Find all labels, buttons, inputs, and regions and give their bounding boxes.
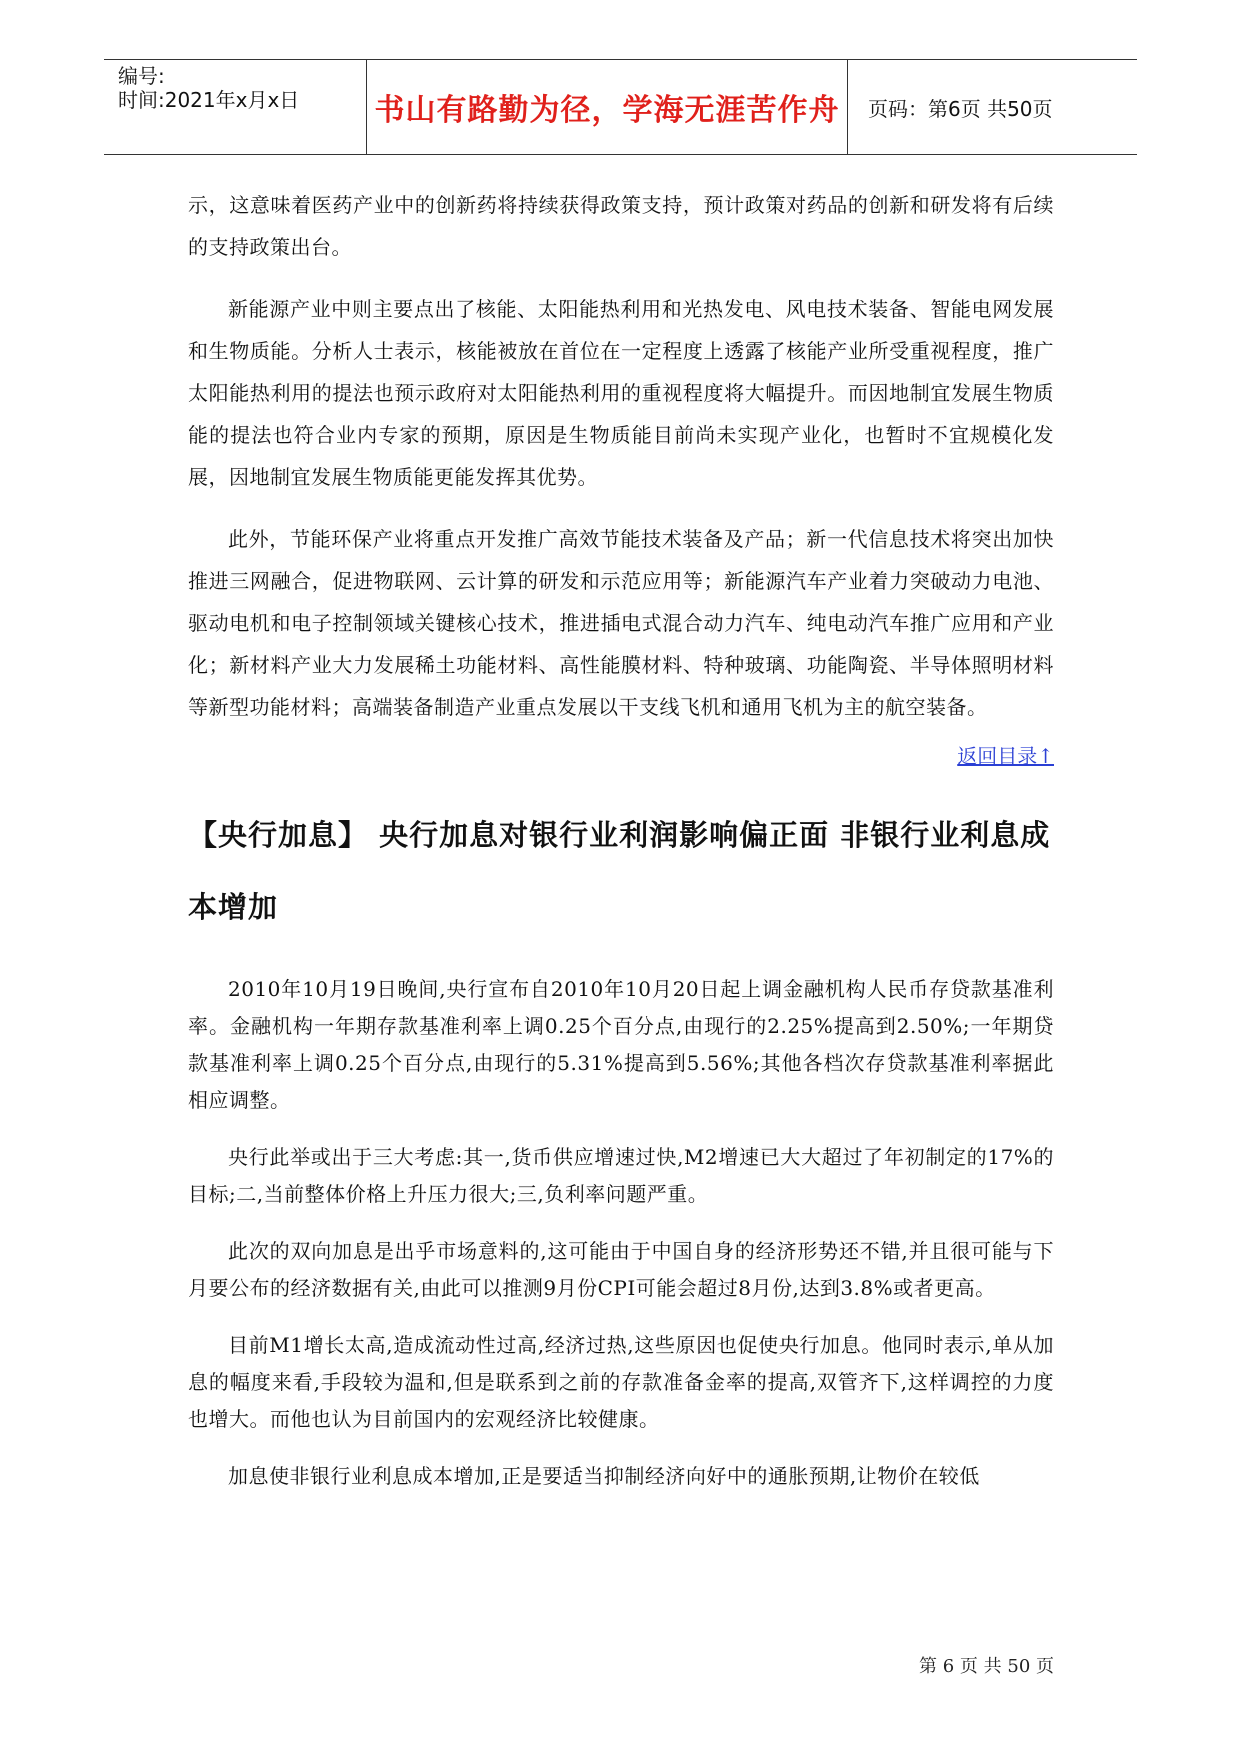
body-paragraph: 新能源产业中则主要点出了核能、太阳能热利用和光热发电、风电技术装备、智能电网发展和生物质能。分析人士表示，核能被放在首位在一定程度上透露了核能产业所受重视程度，推广太阳能热利用的提法也预示政府对太阳能热利用的重视程度将大幅提升。而因地制宜发展生物质能的提法也符合业内专家的预期，原因是生物质能目前尚未实现产业化，也暂时不宜规模化发展，因地制宜发展生物质能更能发挥其优势。 bbox=[188, 297, 1054, 489]
body-paragraph: 示，这意味着医药产业中的创新药将持续获得政策支持，预计政策对药品的创新和研发将有后续的支持政策出台。 bbox=[188, 193, 1054, 259]
page-header bbox=[104, 59, 1137, 155]
back-to-toc-link[interactable]: 返回目录↑ bbox=[957, 744, 1054, 768]
body-paragraph: 目前M1增长太高,造成流动性过高,经济过热,这些原因也促使央行加息。他同时表示,单从加息的幅度来看,手段较为温和,但是联系到之前的存款准备金率的提高,双管齐下,这样调控的力度也增大。而他也认为目前国内的宏观经济比较健康。 bbox=[188, 1333, 1054, 1431]
document-time-label: 时间:2021年x月x日 bbox=[118, 88, 300, 112]
body-paragraph: 此外，节能环保产业将重点开发推广高效节能技术装备及产品；新一代信息技术将突出加快推进三网融合，促进物联网、云计算的研发和示范应用等；新能源汽车产业着力突破动力电池、驱动电机和电子控制领域关键核心技术，推进插电式混合动力汽车、纯电动汽车推广应用和产业化；新材料产业大力发展稀土功能材料、高性能膜材料、特种玻璃、功能陶瓷、半导体照明材料等新型功能材料；高端装备制造产业重点发展以干支线飞机和通用飞机为主的航空装备。 bbox=[188, 527, 1054, 719]
page-body bbox=[188, 184, 1054, 1507]
header-meta bbox=[104, 60, 367, 154]
body-paragraph: 此次的双向加息是出乎市场意料的,这可能由于中国自身的经济形势还不错,并且很可能与下月要公布的经济数据有关,由此可以推测9月份CPI可能会超过8月份,达到3.8%或者更高。 bbox=[188, 1239, 1054, 1300]
section-title: 【央行加息】 央行加息对银行业利润影响偏正面 非银行业利息成本增加 bbox=[188, 818, 1051, 924]
header-page-cell bbox=[848, 60, 1137, 154]
document-number-label: 编号: bbox=[118, 64, 165, 88]
back-link-row bbox=[188, 740, 1054, 769]
body-paragraph: 加息使非银行业利息成本增加,正是要适当抑制经济向好中的通胀预期,让物价在较低 bbox=[228, 1464, 980, 1488]
body-paragraph: 2010年10月19日晚间,央行宣布自2010年10月20日起上调金融机构人民币存贷款基准利率。金融机构一年期存款基准利率上调0.25个百分点,由现行的2.25%提高到2.50%;一年期贷款基准利率上调0.25个百分点,由现行的5.31%提高到5.56%;其他各档次存贷款基准利率据此相应调整。 bbox=[188, 977, 1054, 1112]
page-footer: 第 6 页 共 50 页 bbox=[919, 1656, 1054, 1677]
body-paragraph: 央行此举或出于三大考虑:其一,货币供应增速过快,M2增速已大大超过了年初制定的17%的目标;二,当前整体价格上升压力很大;三,负利率问题严重。 bbox=[188, 1145, 1054, 1206]
header-page-info: 页码：第6页 共50页 bbox=[868, 96, 1053, 121]
header-motto: 书山有路勤为径，学海无涯苦作舟 bbox=[374, 93, 840, 128]
header-motto-cell bbox=[367, 60, 848, 154]
